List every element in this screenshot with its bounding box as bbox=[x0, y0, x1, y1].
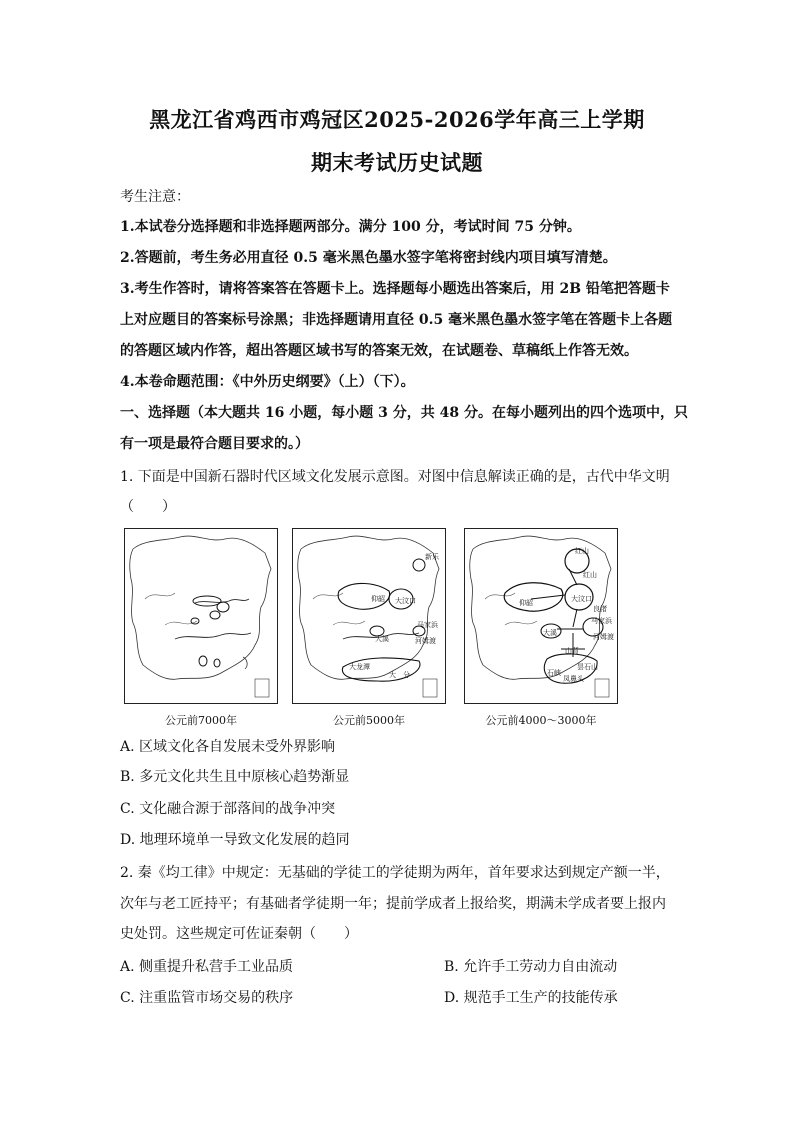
map2-label-majiabang: 马家浜 bbox=[417, 621, 438, 629]
q1-stem-line1: 1. 下面是中国新石器时代区域文化发展示意图。对图中信息解读正确的是，古代中华文明 bbox=[120, 469, 670, 485]
section-heading-line1: 一、选择题（本大题共 16 小题，每小题 3 分，共 48 分。在每小题列出的四个选项中，只 bbox=[120, 405, 688, 421]
q1-map-figure bbox=[124, 528, 680, 728]
exam-title-line1: 黑龙江省鸡西市鸡冠区2025-2026学年高三上学期 bbox=[149, 107, 645, 132]
map2-label-xinle: 新乐 bbox=[425, 553, 439, 561]
map2-label-dafen: 大 分 bbox=[389, 671, 410, 679]
map3-label-dawenkou: 大汶口 bbox=[571, 595, 592, 603]
q1-option-d: D. 地理环境单一导致文化发展的趋同 bbox=[120, 832, 350, 848]
map-7000bc bbox=[124, 528, 278, 704]
map3-label-liangzhu: 良渚 bbox=[593, 605, 607, 613]
q2-option-c: C. 注重监管市场交易的秩序 bbox=[120, 990, 294, 1006]
map3-label-fengbitou: 凤鼻头 bbox=[563, 675, 584, 683]
q1-stem-line2: （ ） bbox=[120, 499, 176, 515]
q2-stem-line1: 2. 秦《均工律》中规定：无基础的学徒工的学徒期为两年，首年要求达到规定产额一半， bbox=[120, 865, 670, 881]
map3-label-yangshao: 仰韶 bbox=[519, 599, 533, 607]
map-4000-3000bc bbox=[464, 528, 618, 704]
map3-label-majiabang: 马家浜 bbox=[591, 617, 612, 625]
q2-option-a: A. 侧重提升私营手工业品质 bbox=[120, 959, 294, 975]
map3-label-hongshan-2: 红山 bbox=[583, 571, 597, 579]
q2-option-d: D. 规范手工生产的技能传承 bbox=[444, 990, 618, 1006]
map3-label-hongshan: 红山 bbox=[575, 547, 589, 555]
q2-stem-line2: 次年与老工匠持平；有基础者学徒期一年；提前学成者上报给奖，期满未学成者要上报内 bbox=[120, 896, 666, 912]
notice-heading: 考生注意： bbox=[120, 189, 190, 205]
notice-item-3-line3: 的答题区域内作答，超出答题区域书写的答案无效，在试题卷、草稿纸上作答无效。 bbox=[120, 343, 638, 359]
notice-item-4: 4.本卷命题范围：《中外历史纲要》（上）（下）。 bbox=[120, 374, 415, 390]
q1-option-c: C. 文化融合源于部落间的战争冲突 bbox=[120, 801, 336, 817]
map3-label-shixia: 石峡 bbox=[547, 669, 561, 677]
map-5000bc-drawing bbox=[293, 529, 447, 705]
q2-option-b: B. 允许手工劳动力自由流动 bbox=[444, 959, 618, 975]
q2-stem-line3: 史处罚。这些规定可佐证秦朝（ ） bbox=[120, 926, 358, 942]
map2-label-daxi: 大溪 bbox=[375, 635, 389, 643]
map-caption-7000bc: 公元前7000年 bbox=[165, 714, 237, 727]
notice-item-3-line1: 3.考生作答时，请将答案答在答题卡上。选择题每小题选出答案后，用 2B 铅笔把答题卡 bbox=[120, 281, 670, 297]
map3-label-tanshishan: 昙石山 bbox=[577, 663, 598, 671]
map3-label-hemudu: 河姆渡 bbox=[593, 633, 614, 641]
map3-label-shanbei: 山背 bbox=[565, 647, 579, 655]
map2-label-yangshao: 仰韶 bbox=[371, 595, 385, 603]
map2-label-dalongtan: 大龙潭 bbox=[349, 663, 370, 671]
notice-item-1: 1.本试卷分选择题和非选择题两部分。满分 100 分，考试时间 75 分钟。 bbox=[120, 219, 581, 235]
map-4000-3000bc-drawing bbox=[465, 529, 619, 705]
section-heading-line2: 有一项是最符合题目要求的。） bbox=[120, 436, 309, 452]
map-7000bc-drawing bbox=[125, 529, 279, 705]
map-5000bc bbox=[292, 528, 446, 704]
notice-item-2: 2.答题前，考生务必用直径 0.5 毫米黑色墨水签字笔将密封线内项目填写清楚。 bbox=[120, 250, 617, 266]
map2-label-hemudu: 河姆渡 bbox=[415, 637, 436, 645]
map3-label-daxi: 大溪 bbox=[543, 629, 557, 637]
map-caption-4000-3000bc: 公元前4000～3000年 bbox=[485, 714, 597, 727]
map-caption-5000bc: 公元前5000年 bbox=[333, 714, 405, 727]
map2-label-dawenkou: 大汶口 bbox=[395, 597, 416, 605]
notice-item-3-line2: 上对应题目的答案标号涂黑；非选择题请用直径 0.5 毫米黑色墨水签字笔在答题卡上各题 bbox=[120, 312, 673, 328]
exam-title-line2: 期末考试历史试题 bbox=[311, 150, 483, 175]
q1-option-a: A. 区域文化各自发展未受外界影响 bbox=[120, 739, 336, 755]
q1-option-b: B. 多元文化共生且中原核心趋势渐显 bbox=[120, 769, 350, 785]
